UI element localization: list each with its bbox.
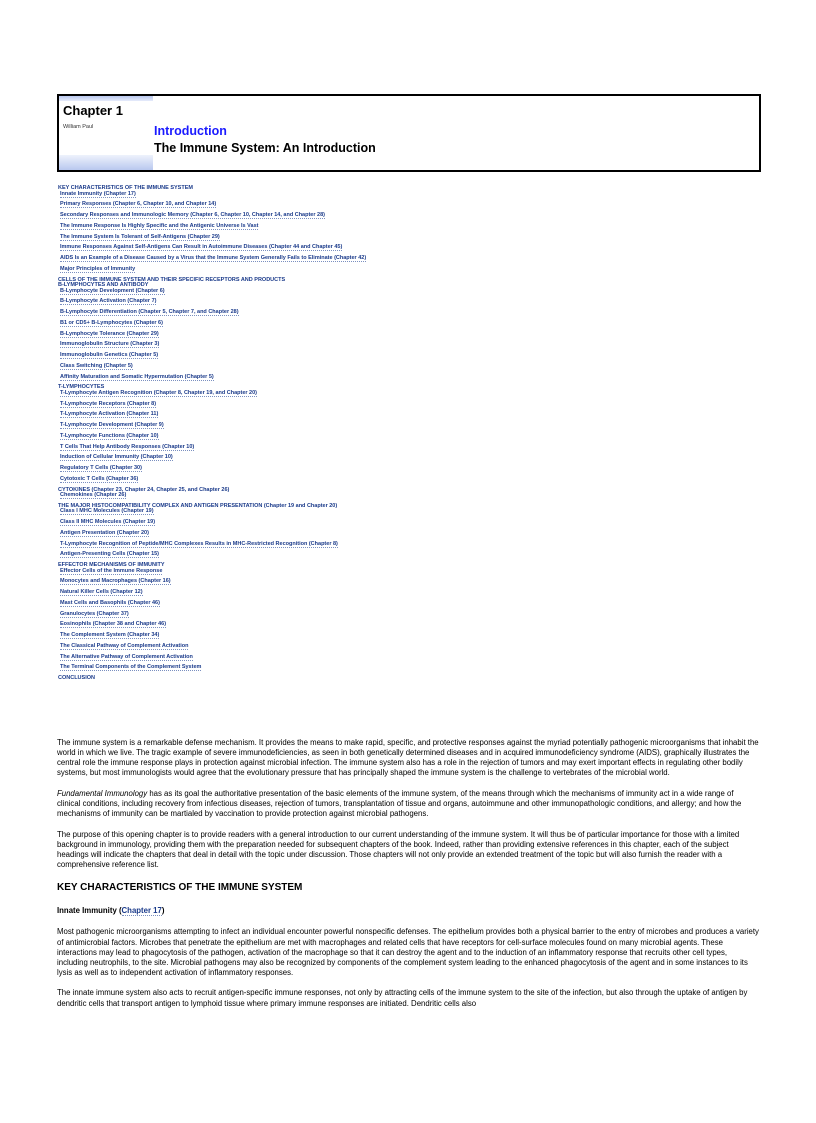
- toc-link[interactable]: Major Principles of Immunity: [60, 265, 136, 272]
- toc-link[interactable]: T-Lymphocyte Receptors (Chapter 8): [60, 400, 157, 407]
- toc-link[interactable]: B1 or CD5+ B-Lymphocytes (Chapter 6): [60, 319, 163, 326]
- toc-link[interactable]: B-Lymphocyte Activation (Chapter 7): [60, 298, 157, 305]
- table-of-contents: [58, 185, 758, 681]
- chapter-header: [57, 94, 761, 172]
- toc-link[interactable]: AIDS Is an Example of a Disease Caused by a Virus that the Immune System Generally Fails to Eliminate (Chapter 42): [60, 255, 367, 261]
- toc-link[interactable]: Effector Cells of the Immune Response: [60, 567, 163, 574]
- toc-link[interactable]: Innate Immunity (Chapter 17): [60, 190, 136, 197]
- toc-link[interactable]: T-Lymphocyte Recognition of Peptide/MHC Complexes Results in MHC-Restricted Recognition (Chapter 8): [60, 540, 338, 547]
- toc-link[interactable]: T-Lymphocyte Antigen Recognition (Chapter 8, Chapter 19, and Chapter 20): [60, 389, 258, 396]
- header-accent-top: [59, 96, 153, 101]
- toc-link[interactable]: T-Lymphocyte Functions (Chapter 10): [60, 432, 159, 439]
- chapter-number: Chapter 1: [63, 103, 123, 118]
- toc-link[interactable]: The Terminal Components of the Complement System: [60, 664, 202, 671]
- toc-heading[interactable]: CYTOKINES (Chapter 23, Chapter 24, Chapter 25, and Chapter 26): [58, 486, 230, 493]
- toc-link[interactable]: The Immune System Is Tolerant of Self-Antigens (Chapter 29): [60, 233, 220, 240]
- chapter-author: William Paul: [63, 124, 94, 130]
- chapter-body: [57, 738, 759, 1019]
- toc-heading[interactable]: THE MAJOR HISTOCOMPATIBILITY COMPLEX AND ANTIGEN PRESENTATION (Chapter 19 and Chapter 20): [58, 502, 338, 509]
- toc-link[interactable]: Cytotoxic T Cells (Chapter 36): [60, 475, 139, 482]
- toc-link[interactable]: Class Switching (Chapter 5): [60, 362, 133, 369]
- toc-link[interactable]: Antigen-Presenting Cells (Chapter 15): [60, 551, 160, 558]
- toc-link[interactable]: Chemokines (Chapter 26): [60, 492, 127, 498]
- toc-heading[interactable]: T-LYMPHOCYTES: [58, 384, 105, 391]
- chapter-title: The Immune System: An Introduction: [154, 141, 376, 155]
- toc-heading[interactable]: CONCLUSION: [58, 675, 95, 681]
- toc-heading[interactable]: KEY CHARACTERISTICS OF THE IMMUNE SYSTEM: [58, 185, 193, 191]
- book-title: Fundamental Immunology: [57, 788, 148, 798]
- toc-link[interactable]: Monocytes and Macrophages (Chapter 16): [60, 578, 171, 585]
- toc-link[interactable]: Antigen Presentation (Chapter 20): [60, 529, 149, 536]
- toc-link[interactable]: The Complement System (Chapter 34): [60, 632, 160, 638]
- paragraph: Most pathogenic microorganisms attempting to infect an individual encounter powerful nonspecific defenses. The epithelium provides both a physical barrier to the entry of microbes and produces a variety of antimicrobial factors. Microbes that penetrate the epithelium are met with macrophages and related cells that have receptors for cell-surface molecules found on many microbial agents. These interactions may lead to phagocytosis of the pathogen, activation of the macrophage so that it can destroy the agent and to the induction of an inflammatory response that recruits other cell types, including neutrophils, to the site. Microbial pathogens may also be recognized by components of the complement system leading to the enhanced phagocytosis of the agent and in some instances to its lysis as well as to independent activation of inflammatory responses.: [57, 927, 759, 977]
- toc-link[interactable]: Affinity Maturation and Somatic Hypermutation (Chapter 5): [60, 373, 214, 380]
- section-label: Introduction: [154, 124, 227, 138]
- toc-link[interactable]: T Cells That Help Antibody Responses (Chapter 10): [60, 443, 195, 450]
- toc-link[interactable]: The Alternative Pathway of Complement Activation: [60, 653, 193, 660]
- toc-link[interactable]: T-Lymphocyte Activation (Chapter 11): [60, 411, 159, 418]
- toc-link[interactable]: Induction of Cellular Immunity (Chapter 10): [60, 454, 173, 461]
- section-heading: KEY CHARACTERISTICS OF THE IMMUNE SYSTEM: [57, 882, 303, 894]
- toc-link[interactable]: B-Lymphocyte Development (Chapter 6): [60, 287, 165, 294]
- paragraph: The purpose of this opening chapter is to provide readers with a general introduction to our current understanding of the immune system. It will thus be of particular importance for those with a limited background in immunology, providing them with the preparation needed for subsequent chapters of the book. Indeed, rather than providing extensive references in this chapter, each of the subject headings will indicate the chapters that deal in detail with the topic under discussion. Those chapters will not only provide an extended treatment of the topic but will also furnish the reader with a comprehensive reference list.: [57, 829, 740, 870]
- toc-link[interactable]: Immunoglobulin Genetics (Chapter 5): [60, 352, 159, 358]
- toc-link[interactable]: T-Lymphocyte Development (Chapter 9): [60, 422, 164, 428]
- toc-heading[interactable]: EFFECTOR MECHANISMS OF IMMUNITY: [58, 562, 165, 568]
- paragraph: The immune system is a remarkable defense mechanism. It provides the means to make rapid, specific, and protective responses against the myriad potentially pathogenic microorganisms that inhabit the world in which we live. The tragic example of severe immunodeficiencies, as seen in both genetically determined diseases and in acquired immunodeficiency syndrome (AIDS), graphically illustrates the central role the immune response plays in protection against microbial infection. The immune system also has a role in the rejection of tumors and may exert important effects in regulating other bodily systems, but most immunologists would agree that the evolutionary pressure that has principally shaped the immune system is the challenge to vertebrates of the microbial world.: [57, 738, 759, 778]
- toc-heading[interactable]: CELLS OF THE IMMUNE SYSTEM AND THEIR SPECIFIC RECEPTORS AND PRODUCTS: [58, 276, 286, 283]
- paragraph: Fundamental Immunology has as its goal the authoritative presentation of the basic elements of the immune system, of the means through which the mechanisms of immunity act in a wide range of clinical conditions, including recovery from infectious diseases, rejection of tumors, transplantation of tissue and organs, autoimmune and other immunopathologic conditions, and allergy; and how the mechanisms of immunity can be martialed by vaccination to provide protection against microbial pathogens.: [57, 788, 742, 819]
- toc-link[interactable]: Immunoglobulin Structure (Chapter 3): [60, 341, 160, 348]
- chapter-link[interactable]: Chapter 17: [121, 906, 162, 916]
- toc-link[interactable]: Primary Responses (Chapter 6, Chapter 10, and Chapter 14): [60, 201, 217, 208]
- toc-link[interactable]: B-Lymphocyte Tolerance (Chapter 29): [60, 330, 159, 337]
- toc-heading[interactable]: B-LYMPHOCYTES AND ANTIBODY: [58, 282, 149, 288]
- toc-link[interactable]: Regulatory T Cells (Chapter 30): [60, 465, 142, 471]
- subsection-heading: Innate Immunity (Chapter 17): [57, 906, 165, 916]
- toc-link[interactable]: Secondary Responses and Immunologic Memory (Chapter 6, Chapter 10, Chapter 14, and Chapter 28): [60, 212, 325, 218]
- header-accent-bottom: [59, 155, 153, 170]
- toc-link[interactable]: Mast Cells and Basophils (Chapter 46): [60, 599, 160, 606]
- toc-link[interactable]: The Immune Response Is Highly Specific and the Antigenic Universe Is Vast: [60, 222, 259, 229]
- paragraph: The innate immune system also acts to recruit antigen-specific immune responses, not only by attracting cells of the immune system to the site of the infection, but also through the uptake of antigen by dendritic cells that transport antigen to lymphoid tissue where primary immune responses are initiated. Dendritic cells also: [57, 988, 748, 1008]
- toc-link[interactable]: The Classical Pathway of Complement Activation: [60, 642, 189, 649]
- toc-link[interactable]: Eosinophils (Chapter 38 and Chapter 46): [60, 621, 167, 628]
- toc-link[interactable]: Natural Killer Cells (Chapter 12): [60, 589, 143, 595]
- toc-link[interactable]: Immune Responses Against Self-Antigens Can Result in Autoimmune Diseases (Chapter 44 and Chapter 45): [60, 244, 343, 251]
- toc-link[interactable]: Class II MHC Molecules (Chapter 19): [60, 519, 156, 525]
- toc-link[interactable]: Granulocytes (Chapter 37): [60, 610, 129, 617]
- toc-link[interactable]: Class I MHC Molecules (Chapter 19): [60, 508, 154, 515]
- toc-link[interactable]: B-Lymphocyte Differentiation (Chapter 5, Chapter 7, and Chapter 28): [60, 309, 239, 315]
